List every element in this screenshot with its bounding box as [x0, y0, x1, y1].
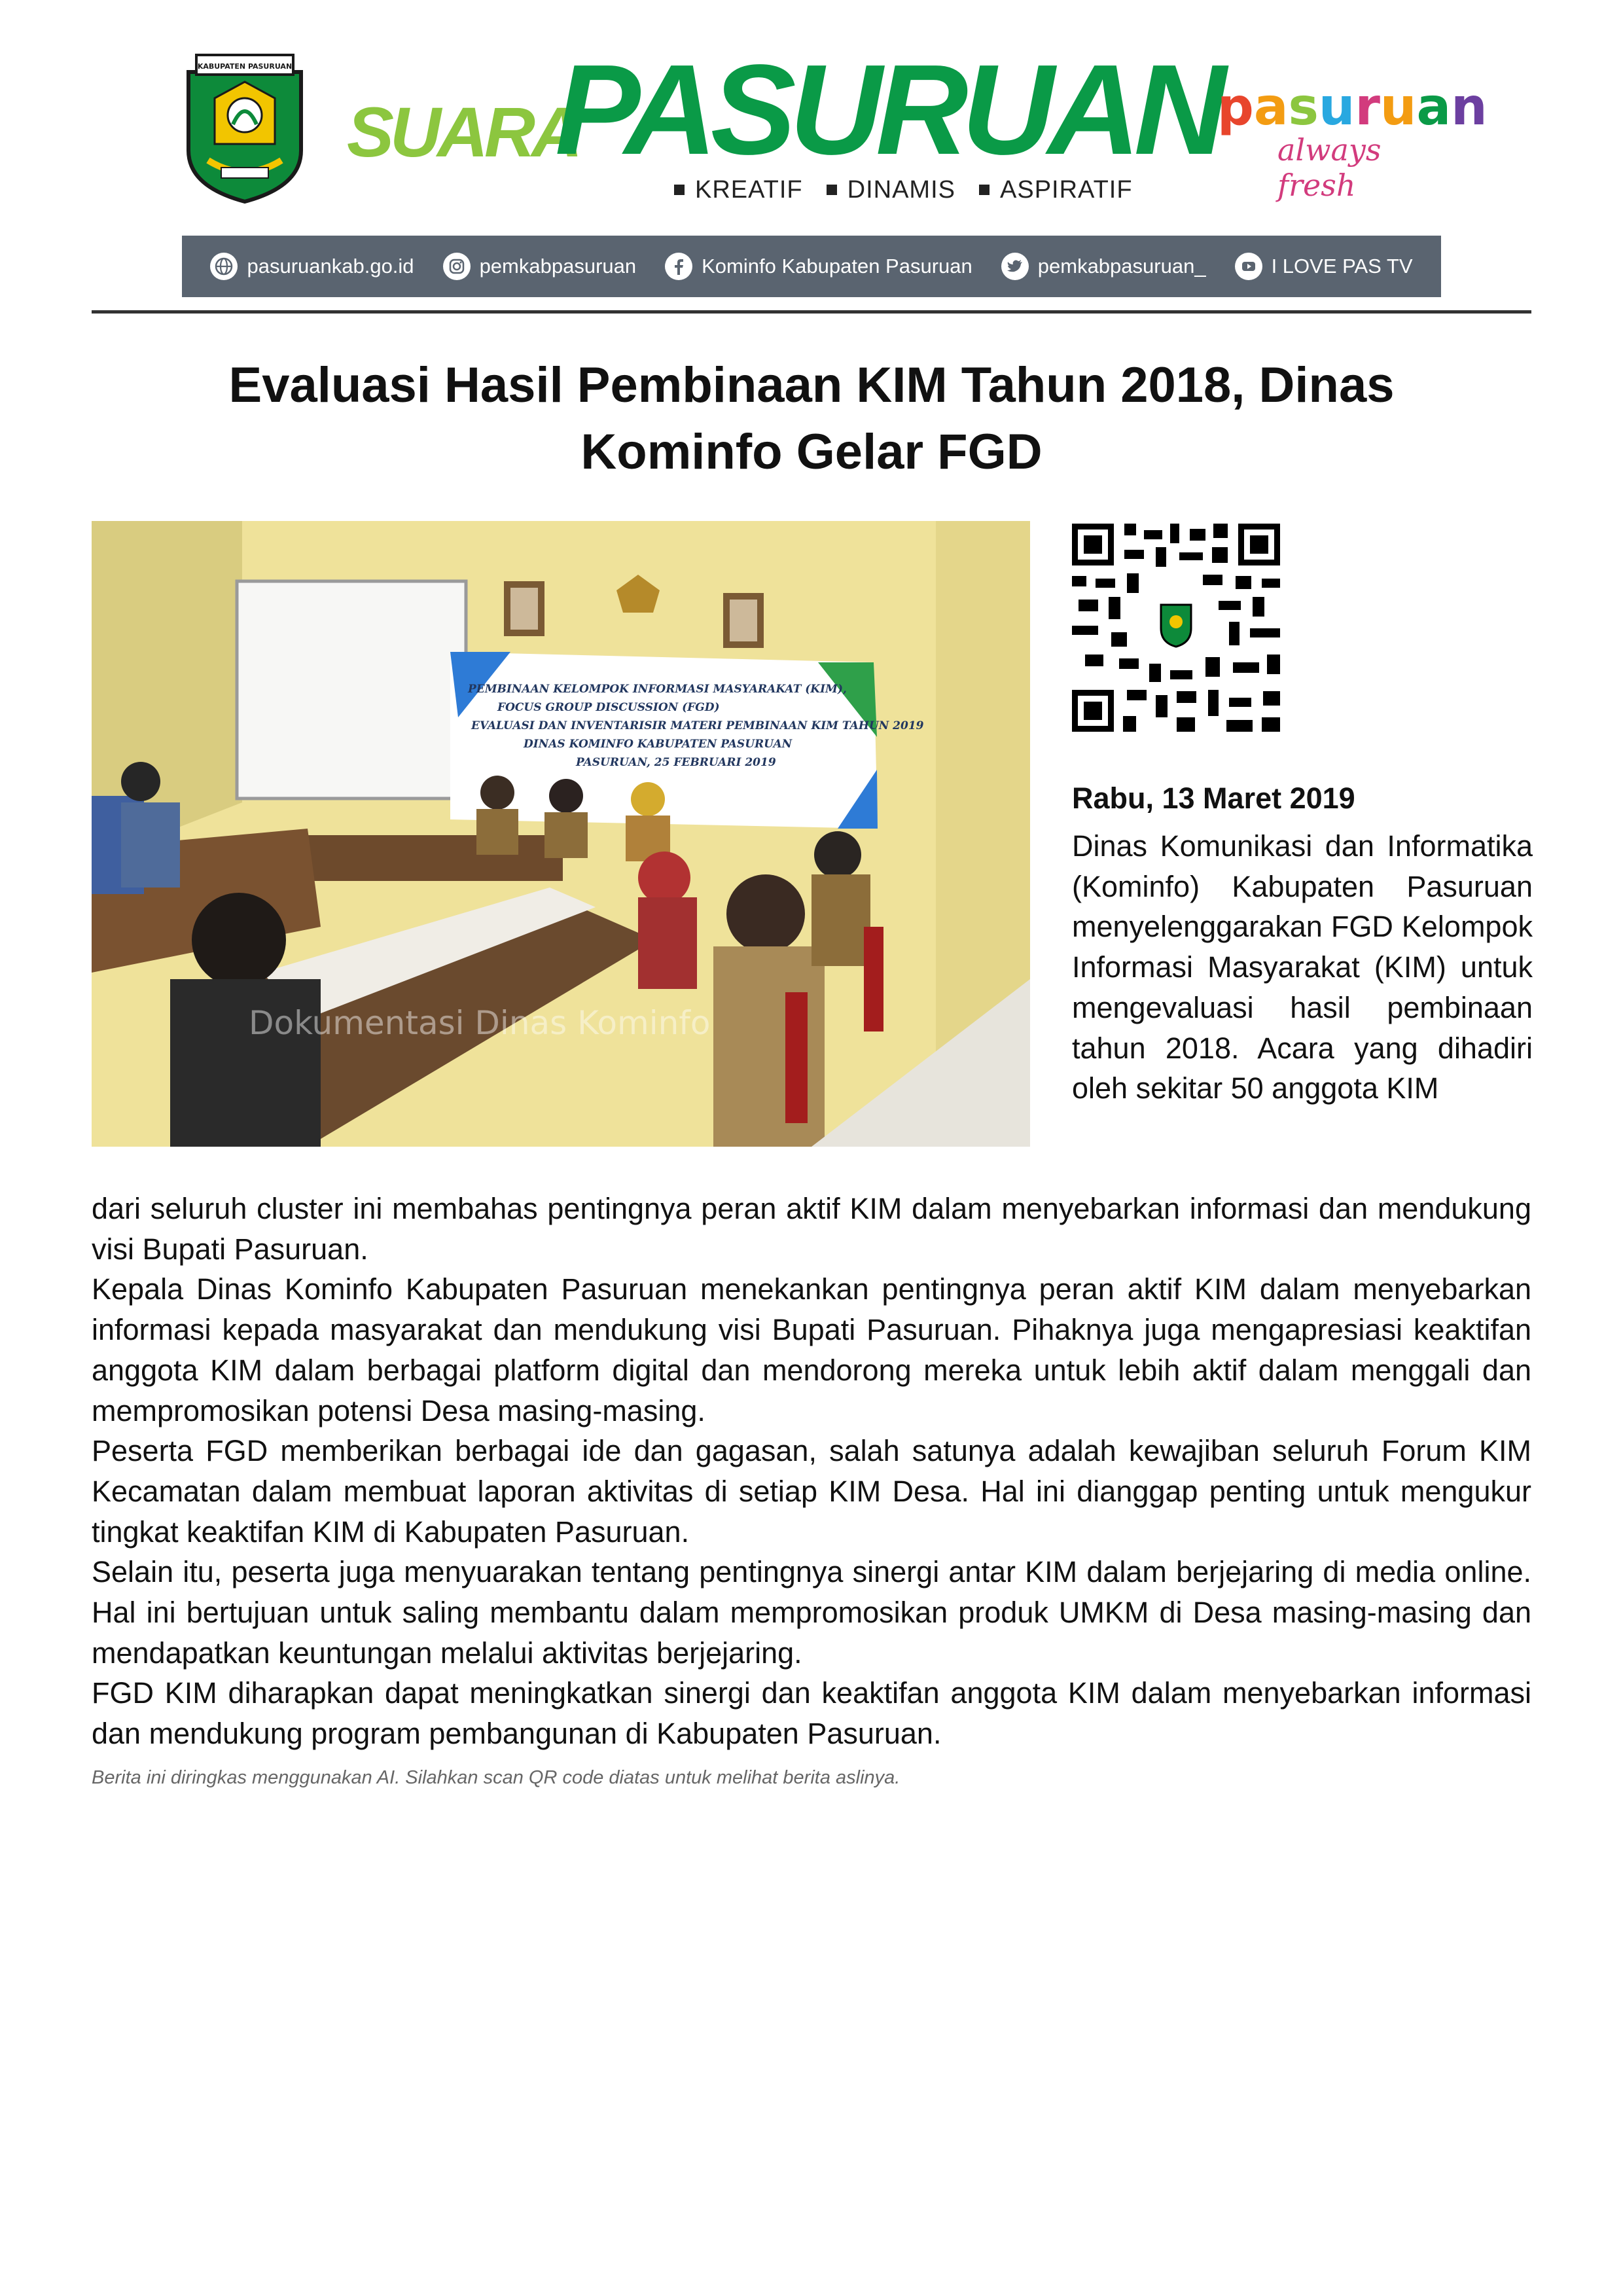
social-link-instagram[interactable]: [443, 253, 637, 280]
ai-summary-footnote: Berita ini diringkas menggunakan AI. Silahkan scan QR code diatas untuk melihat berita aslinya.: [92, 1767, 901, 1788]
social-link-label: pasuruankab.go.id: [247, 255, 414, 278]
brand-pasuruan-text: PASURUAN: [555, 38, 1221, 181]
suara-pasuruan-logo: [347, 38, 1221, 181]
article-paragraph: Selain itu, peserta juga menyuarakan tentang pentingnya sinergi antar KIM dalam berjejaring di media online. Hal ini bertujuan untuk saling membantu dalam mempromosikan produk UMKM di Desa masing-masing dan mendapatkan keuntungan melalui aktivitas berjejaring.: [92, 1555, 1531, 1670]
header-divider: [92, 310, 1531, 314]
bullet-square-icon: [674, 185, 685, 195]
brand-suara-text: SUARA: [347, 92, 579, 171]
photo-banner-line: FOCUS GROUP DISCUSSION (FGD): [497, 701, 720, 714]
social-link-twitter[interactable]: [1001, 253, 1206, 280]
social-media-bar: [182, 236, 1441, 297]
tagline: ASPIRATIF: [979, 176, 1133, 204]
twitter-icon: [1001, 253, 1029, 280]
article-title: [92, 352, 1531, 486]
article-photo: [92, 521, 1030, 1147]
article-title-line2: Kominfo Gelar FGD: [580, 424, 1043, 480]
photo-banner-line: DINAS KOMINFO KABUPATEN PASURUAN: [524, 738, 793, 751]
brand-taglines: [674, 173, 1133, 206]
social-link-facebook[interactable]: [665, 253, 972, 280]
photo-banner-line: PEMBINAAN KELOMPOK INFORMASI MASYARAKAT (KIM),: [468, 683, 847, 696]
pasuruan-always-fresh-logo: [1217, 72, 1488, 203]
social-link-website[interactable]: [210, 253, 414, 280]
article-date: Rabu, 13 Maret 2019: [1072, 781, 1355, 815]
youtube-icon: [1235, 253, 1262, 280]
tagline: DINAMIS: [827, 176, 955, 204]
globe-icon: [210, 253, 238, 280]
qr-code[interactable]: [1072, 524, 1280, 732]
article-lead-paragraph: Dinas Komunikasi dan Informatika (Kominfo) Kabupaten Pasuruan menyelenggarakan FGD Kelompok Informasi Masyarakat (KIM) untuk mengevaluasi hasil pembinaan tahun 2018. Acara yang dihadiri oleh sekitar 50 anggota KIM: [1072, 829, 1533, 1105]
instagram-icon: [443, 253, 471, 280]
tourism-slogan: always fresh: [1277, 132, 1382, 203]
article-paragraph: Kepala Dinas Kominfo Kabupaten Pasuruan menekankan pentingnya peran aktif KIM dalam menyebarkan informasi kepada masyarakat dan mendukung visi Bupati Pasuruan. Pihaknya juga mengapresiasi keaktifan anggota KIM dalam berbagai platform digital dan mendorong mereka untuk lebih aktif dalam menggali dan mempromosikan potensi Desa masing-masing.: [92, 1272, 1531, 1427]
article-paragraph: FGD KIM diharapkan dapat meningkatkan sinergi dan keaktifan anggota KIM dalam menyebarkan informasi dan mendukung program pembangunan di Kabupaten Pasuruan.: [92, 1676, 1531, 1751]
facebook-icon: [665, 253, 692, 280]
svg-text:pasuruan: pasuruan: [1217, 78, 1488, 137]
social-link-youtube[interactable]: [1235, 253, 1413, 280]
social-link-label: pemkabpasuruan: [479, 255, 637, 278]
social-link-label: pemkabpasuruan_: [1037, 255, 1206, 278]
social-link-label: Kominfo Kabupaten Pasuruan: [702, 255, 972, 278]
bullet-square-icon: [979, 185, 990, 195]
photo-watermark: Dokumentasi Dinas Kominfo: [249, 1004, 711, 1042]
article-body: [92, 1189, 1531, 1754]
photo-banner-line: EVALUASI DAN INVENTARISIR MATERI PEMBINAAN KIM TAHUN 2019: [471, 719, 924, 732]
article-paragraph: Peserta FGD memberikan berbagai ide dan gagasan, salah satunya adalah kewajiban seluruh Forum KIM Kecamatan dalam membuat laporan aktivitas di setiap KIM Desa. Hal ini dianggap penting untuk mengukur tingkat keaktifan KIM di Kabupaten Pasuruan.: [92, 1434, 1531, 1549]
bullet-square-icon: [827, 185, 837, 195]
social-link-label: I LOVE PAS TV: [1271, 255, 1413, 278]
tagline: KREATIF: [674, 176, 803, 204]
photo-banner-line: PASURUAN, 25 FEBRUARI 2019: [576, 756, 776, 769]
regency-crest-logo: [182, 52, 308, 204]
article-title-line1: Evaluasi Hasil Pembinaan KIM Tahun 2018, Dinas: [228, 357, 1395, 413]
crest-caption: KABUPATEN PASURUAN: [197, 62, 293, 71]
article-paragraph: dari seluruh cluster ini membahas pentingnya peran aktif KIM dalam menyebarkan informasi dan mendukung visi Bupati Pasuruan.: [92, 1192, 1531, 1266]
